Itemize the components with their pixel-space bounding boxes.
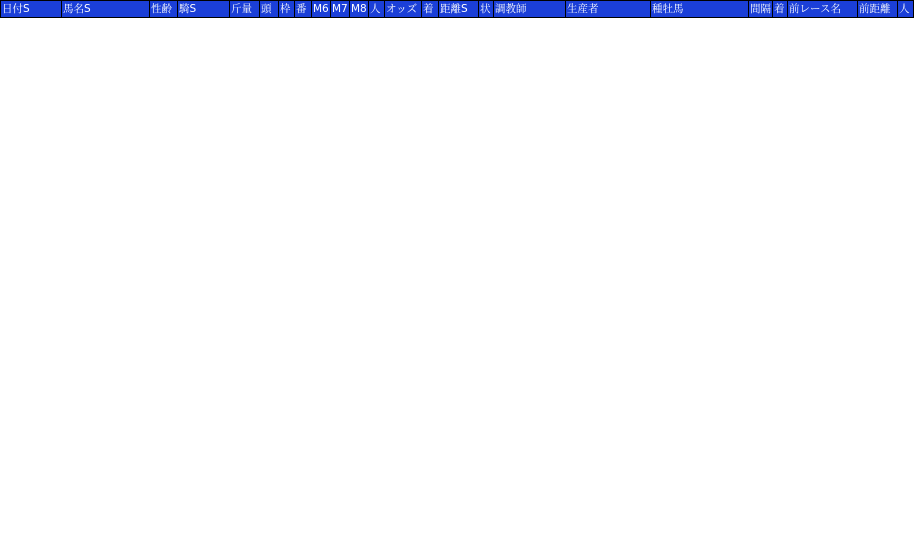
header-jockey[interactable]: 騎S xyxy=(178,1,230,18)
header-prev-race[interactable]: 前レース名 xyxy=(788,1,858,18)
header-row xyxy=(1,1,914,18)
header-date[interactable]: 日付S xyxy=(1,1,62,18)
header-prev-pop[interactable]: 人 xyxy=(898,1,914,18)
header-distance[interactable]: 距離S xyxy=(439,1,479,18)
header-popularity[interactable]: 人 xyxy=(369,1,385,18)
header-interval[interactable]: 間隔 xyxy=(749,1,773,18)
header-weight[interactable]: 斤量 xyxy=(230,1,260,18)
header-trainer[interactable]: 調教師 xyxy=(494,1,566,18)
header-runners[interactable]: 頭 xyxy=(260,1,279,18)
header-m7[interactable]: M7 xyxy=(331,1,350,18)
header-odds[interactable]: オッズ xyxy=(385,1,422,18)
header-m6[interactable]: M6 xyxy=(312,1,331,18)
header-sex-age[interactable]: 性齢 xyxy=(150,1,178,18)
header-horse[interactable]: 馬名S xyxy=(62,1,150,18)
header-prev-distance[interactable]: 前距離 xyxy=(858,1,898,18)
header-prev-finish[interactable]: 着 xyxy=(773,1,788,18)
header-gate[interactable]: 枠 xyxy=(279,1,295,18)
header-m8[interactable]: M8 xyxy=(350,1,369,18)
header-breeder[interactable]: 生産者 xyxy=(566,1,651,18)
results-table xyxy=(0,0,914,18)
header-sire[interactable]: 種牡馬 xyxy=(651,1,749,18)
header-going[interactable]: 状 xyxy=(479,1,494,18)
header-finish[interactable]: 着 xyxy=(422,1,439,18)
header-number[interactable]: 番 xyxy=(295,1,312,18)
